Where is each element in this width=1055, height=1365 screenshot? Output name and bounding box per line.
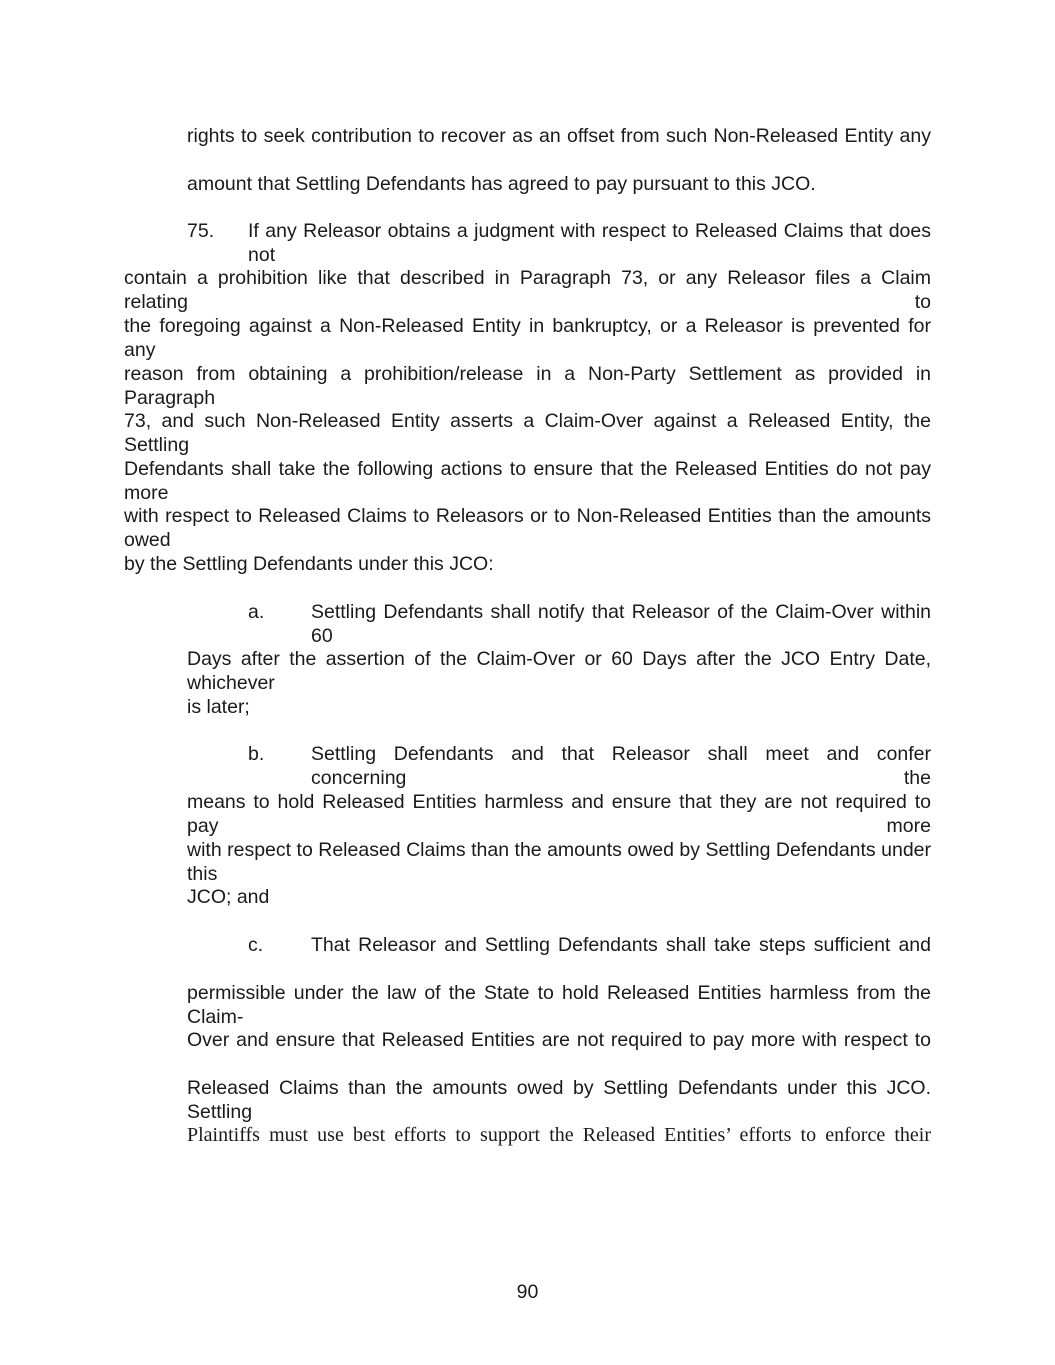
item-a-line-2: Days after the assertion of the Claim-Over or 60 Days after the JCO Entry Date, whichever bbox=[187, 648, 931, 694]
item-b-label: b. bbox=[248, 743, 265, 765]
item-c-line-5: Plaintiffs must use best efforts to support the Released Entities’ efforts to enforce their bbox=[187, 1124, 931, 1146]
paragraph-75-line-3: the foregoing against a Non-Released Entity in bankruptcy, or a Releasor is prevented for any bbox=[124, 315, 931, 361]
paragraph-75-line-6: Defendants shall take the following actions to ensure that the Released Entities do not pay more bbox=[124, 458, 931, 504]
item-b-line-4: JCO; and bbox=[187, 886, 270, 908]
item-c-label: c. bbox=[248, 934, 264, 956]
item-b-line-1: Settling Defendants and that Releasor shall meet and confer concerning the bbox=[311, 743, 931, 789]
item-b-line-3: with respect to Released Claims than the amounts owed by Settling Defendants under this bbox=[187, 839, 931, 885]
item-c-line-2: permissible under the law of the State to hold Released Entities harmless from the Claim- bbox=[187, 982, 931, 1028]
item-c-line-4: Released Claims than the amounts owed by Settling Defendants under this JCO. Settling bbox=[187, 1077, 931, 1123]
item-b-line-2: means to hold Released Entities harmless and ensure that they are not required to pay more bbox=[187, 791, 931, 837]
paragraph-75-number: 75. bbox=[187, 220, 215, 242]
paragraph-75-line-7: with respect to Released Claims to Releasors or to Non-Released Entities than the amounts owed bbox=[124, 505, 931, 551]
paragraph-75-line-4: reason from obtaining a prohibition/release in a Non-Party Settlement as provided in Paragraph bbox=[124, 363, 931, 409]
continuation-line-2: amount that Settling Defendants has agreed to pay pursuant to this JCO. bbox=[187, 173, 816, 195]
item-c-line-3: Over and ensure that Released Entities are not required to pay more with respect to bbox=[187, 1029, 931, 1051]
paragraph-75-line-2: contain a prohibition like that described in Paragraph 73, or any Releasor files a Claim relating to bbox=[124, 267, 931, 313]
item-c-line-1: That Releasor and Settling Defendants shall take steps sufficient and bbox=[311, 934, 931, 956]
paragraph-75-line-8: by the Settling Defendants under this JCO: bbox=[124, 553, 494, 575]
item-a-label: a. bbox=[248, 601, 265, 623]
paragraph-75-line-1: If any Releasor obtains a judgment with respect to Released Claims that does not bbox=[248, 220, 931, 266]
item-a-line-1: Settling Defendants shall notify that Releasor of the Claim-Over within 60 bbox=[311, 601, 931, 647]
item-a-line-3: is later; bbox=[187, 696, 250, 718]
paragraph-75-line-5: 73, and such Non-Released Entity asserts a Claim-Over against a Released Entity, the Settling bbox=[124, 410, 931, 456]
page-number: 90 bbox=[516, 1281, 539, 1303]
continuation-line-1: rights to seek contribution to recover as an offset from such Non-Released Entity any bbox=[187, 125, 931, 147]
